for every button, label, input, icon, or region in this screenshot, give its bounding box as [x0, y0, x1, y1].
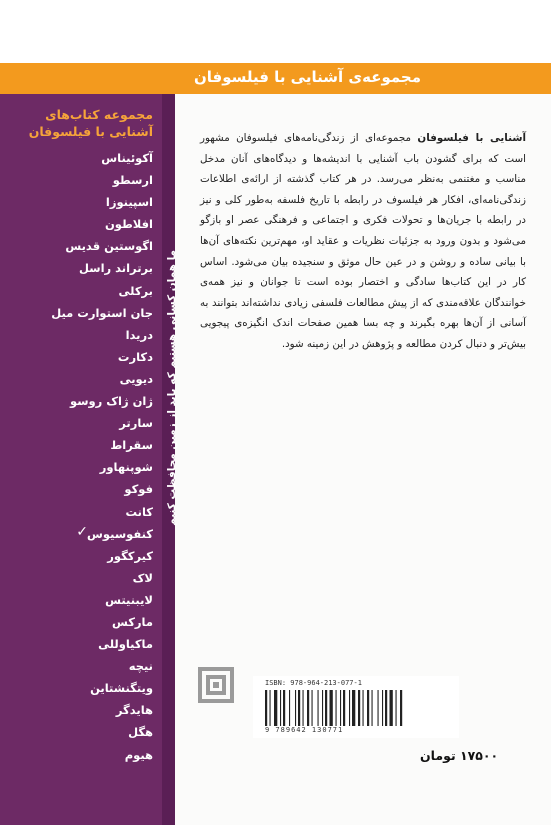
philosopher-name: آکوئیناس: [101, 151, 153, 165]
vertical-quote: [165, 178, 179, 598]
barcode-bar: [274, 690, 277, 726]
barcode-bar: [400, 690, 402, 726]
philosopher-list-item: [0, 434, 153, 456]
philosopher-list-item: [0, 280, 153, 302]
philosopher-list-item: [0, 744, 153, 766]
philosopher-name: دکارت: [117, 349, 153, 364]
philosopher-list-item: [0, 456, 153, 478]
philosopher-name: کیرکگور: [107, 548, 153, 563]
philosopher-list-item: [0, 235, 153, 257]
description-lead: آشنایی با فیلسوفان: [417, 132, 527, 144]
barcode-bar: [363, 690, 364, 726]
price: ۱۷۵۰۰ تومان: [420, 748, 499, 763]
philosopher-list-item: [0, 412, 153, 434]
barcode-bar: [378, 690, 379, 726]
philosopher-name: کانت: [125, 504, 153, 519]
barcode-bar: [289, 690, 290, 726]
barcode-bar: [340, 690, 341, 726]
philosopher-name: اگوستین قدیس: [65, 239, 153, 254]
barcode-bar: [330, 690, 333, 726]
philosopher-list-item: [0, 213, 153, 235]
philosopher-list-item: [0, 523, 153, 545]
philosopher-list-item: [0, 545, 153, 567]
philosopher-list-item: [0, 390, 153, 412]
barcode-bar: [312, 690, 313, 726]
barcode-bar: [318, 690, 319, 726]
series-heading-line1: مجموعه کتاب‌های: [45, 107, 153, 122]
top-band: [0, 0, 551, 63]
philosopher-name: فوکو: [124, 482, 153, 497]
philosopher-list-item: [0, 655, 153, 677]
barcode-bar: [367, 690, 369, 726]
philosopher-list-item: [0, 699, 153, 721]
philosopher-name: ویتگنشتاین: [90, 681, 153, 696]
philosopher-list-item: [0, 478, 153, 500]
philosopher-name: دریدا: [125, 327, 153, 342]
philosopher-name: برکلی: [118, 283, 153, 298]
philosopher-name: مارکس: [111, 614, 153, 629]
philosopher-name: ارسطو: [112, 173, 153, 188]
series-banner: [0, 63, 551, 94]
philosopher-list-item: [0, 567, 153, 589]
philosopher-name: هگل: [128, 725, 153, 740]
philosopher-list-item: [0, 721, 153, 743]
description-text: مجموعه‌ای از زندگی‌نامه‌های فیلسوفان مشهور است که برای گشودن باب آشنایی با اندیشه‌ها و دیدگاه‌های آنان مدخل مناسب و مغتنمی به‌نظر می‌رسد. در هر کتاب گذشته از ارائه‌ی اطلاعات زندگی‌نامه‌ای، افکار هر فیلسوف در رابطه با تاریخ فلسفه به‌طور کلی و نیز در رابطه با جریان‌ها و تحولات فکری و اجتماعی و فرهنگی عصر او بازگو می‌شود و بدون ورود به جزئیات نظریات و عقاید او، مهم‌ترین نکته‌های آن‌ها با بیانی ساده و روشن و در عین حال موثق و سنجیده بیان می‌شود. اساس کار در این کتاب‌ها سادگی و اختصار بوده است تا جوانان و نیز همه‌ی خوانندگان علاقه‌مندی که از پیش مطالعات فلسفی زیادی نداشته‌اند بتوانند به آسانی از آن‌ها بهره بگیرند و چه بسا همین صفحات اندک انگیزه‌ی پیجویی بیش‌تر و دنبال کردن مطالعه و پژوهش در این زمینه شود.: [200, 132, 526, 350]
philosopher-list-item: [0, 324, 153, 346]
barcode-bar: [382, 690, 383, 726]
barcode: [253, 676, 459, 738]
philosopher-list-item: [0, 346, 153, 368]
philosopher-name: افلاطون: [104, 217, 153, 232]
barcode-bar: [358, 690, 360, 726]
barcode-bar: [352, 690, 355, 726]
philosopher-name: برتراند راسل: [79, 261, 153, 276]
barcode-bar: [322, 690, 323, 726]
philosopher-list-item: [0, 302, 153, 324]
philosopher-name: لاک: [132, 570, 153, 585]
philosopher-list-item: [0, 147, 153, 169]
philosopher-list-item: [0, 501, 153, 523]
philosopher-name: لایبنیتس: [105, 592, 153, 607]
barcode-bar: [295, 690, 296, 726]
barcode-bar: [307, 690, 309, 726]
philosopher-name: ماکیاوللی: [98, 637, 153, 652]
barcode-bar: [390, 690, 393, 726]
barcode-bar: [325, 690, 327, 726]
barcode-bar: [343, 690, 345, 726]
barcode-bar: [270, 690, 271, 726]
philosopher-list-item: [0, 257, 153, 279]
barcode-bar: [372, 690, 373, 726]
barcode-bar: [283, 690, 285, 726]
philosopher-name: هیوم: [124, 747, 153, 762]
philosopher-list-item: [0, 191, 153, 213]
barcode-digits: 9 789642 130771: [265, 726, 344, 734]
barcode-bar: [396, 690, 397, 726]
barcode-bar: [280, 690, 281, 726]
description-paragraph: [200, 128, 526, 355]
barcode-bar: [349, 690, 350, 726]
barcode-bar: [336, 690, 337, 726]
philosopher-name: سقراط: [110, 438, 153, 453]
series-list-heading: [13, 106, 153, 140]
philosopher-list-item: [0, 368, 153, 390]
checkmark-icon: ✓: [76, 523, 88, 540]
philosopher-name: نیچه: [128, 659, 153, 674]
philosopher-name: هایدگر: [115, 703, 153, 718]
philosopher-list: [0, 147, 153, 766]
philosopher-name: جان استوارت میل: [51, 305, 153, 320]
philosopher-list-item: [0, 633, 153, 655]
philosopher-name: ژان ژاک روسو: [69, 394, 153, 409]
philosopher-name: اسپینوزا: [105, 195, 153, 210]
barcode-bars: [265, 690, 445, 726]
philosopher-name: دیویی: [119, 371, 153, 386]
philosopher-list-item: [0, 611, 153, 633]
philosopher-list-item: [0, 677, 153, 699]
vertical-quote-text: ما همان کسانی هستیم که باید از زمین محافظت کنیم: [166, 249, 178, 527]
publisher-logo: [193, 662, 239, 708]
philosopher-list-item: [0, 589, 153, 611]
barcode-bar: [265, 690, 267, 726]
barcode-bar: [385, 690, 387, 726]
philosopher-list-item: [0, 169, 153, 191]
barcode-bar: [298, 690, 300, 726]
philosopher-name: کنفوسیوس: [87, 526, 153, 541]
series-title: مجموعه‌ی آشنایی با فیلسوفان: [193, 68, 421, 86]
series-heading-line2: آشنایی با فیلسوفان: [28, 124, 153, 139]
barcode-bar: [303, 690, 304, 726]
philosopher-name: شوپنهاور: [99, 460, 153, 475]
philosopher-name: سارتر: [119, 416, 153, 431]
isbn-label: ISBN: 978-964-213-077-1: [265, 679, 362, 687]
